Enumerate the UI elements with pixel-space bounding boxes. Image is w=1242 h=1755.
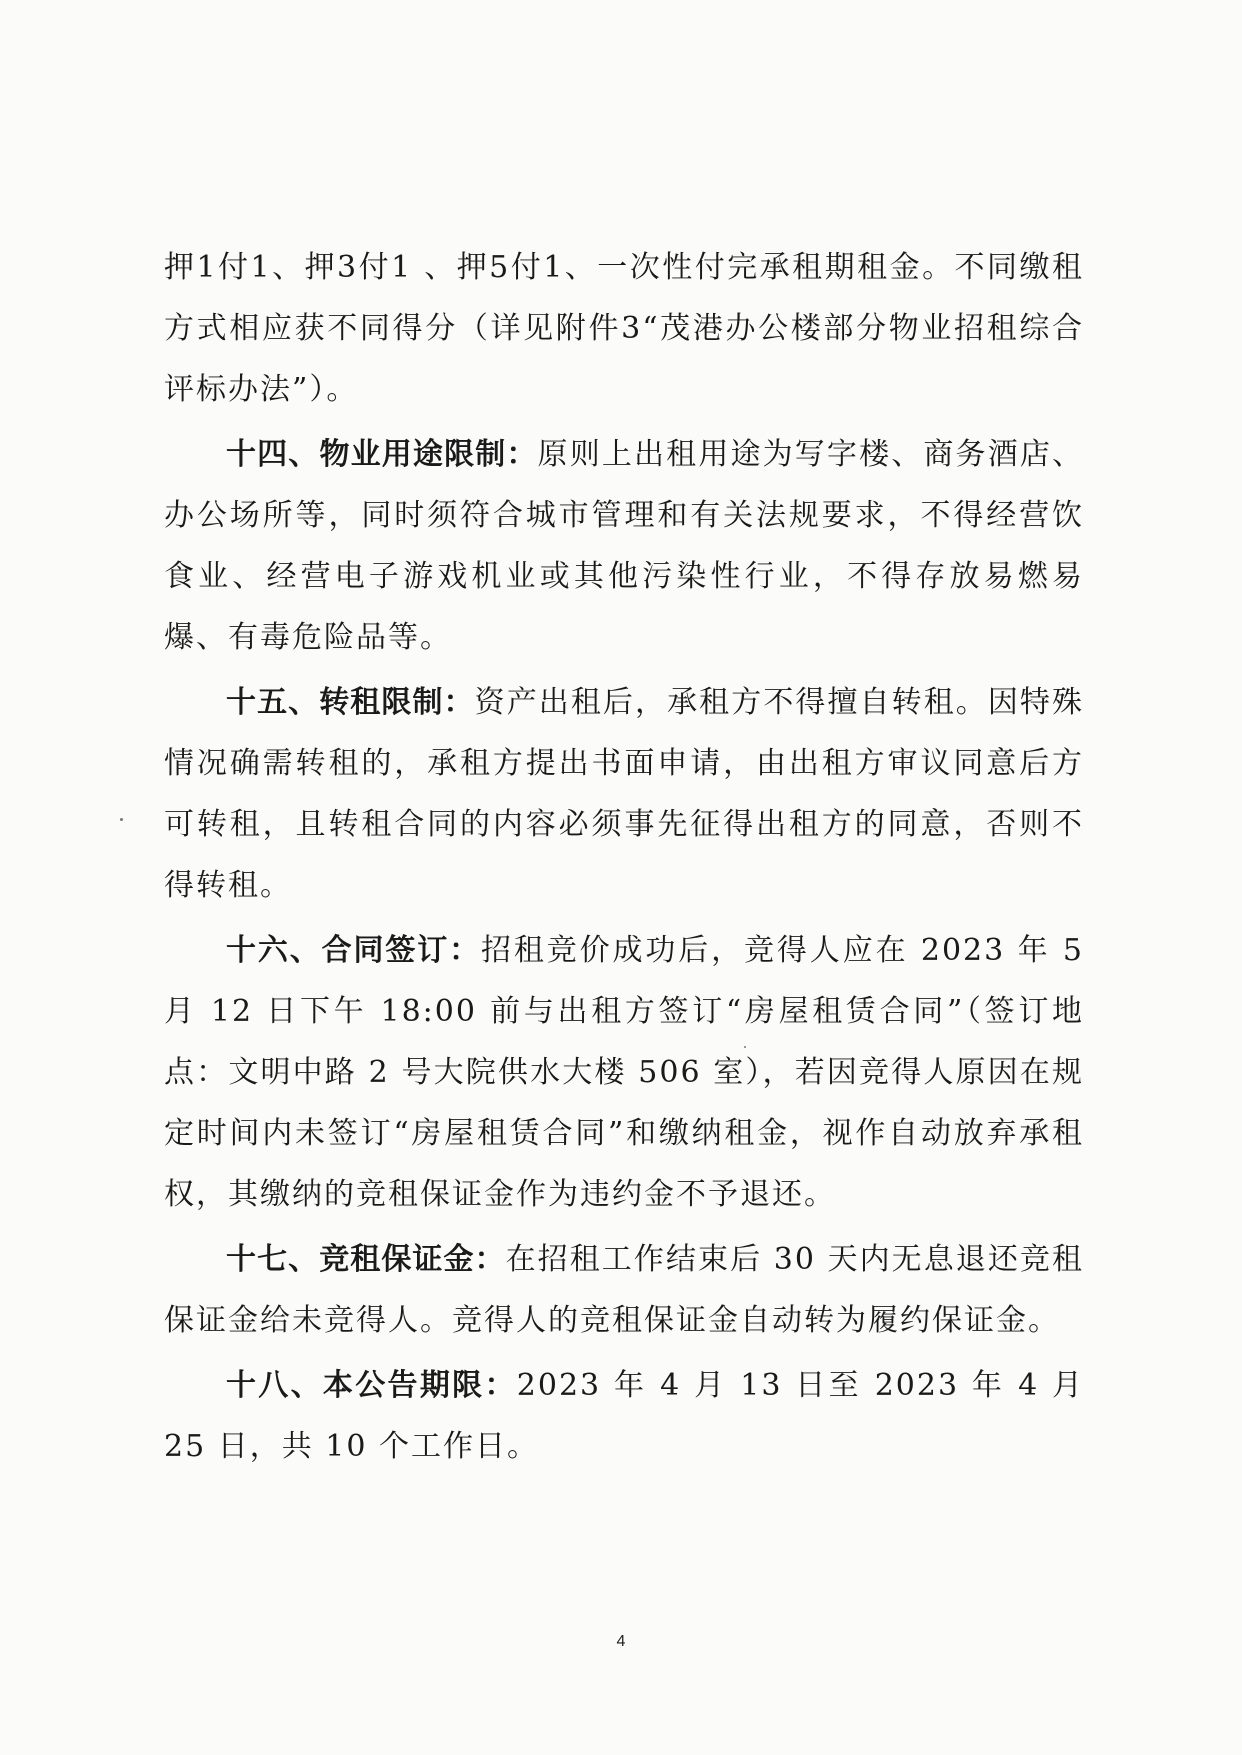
section-heading: 十四、物业用途限制： xyxy=(226,437,538,472)
paragraph-text: 2023 年 4 月 13 日至 2023 年 4 月 25 日，共 10 个工作日。 xyxy=(164,1368,1085,1464)
paragraph-bid-deposit xyxy=(164,1229,1084,1351)
paragraph-text: 资产出租后，承租方不得擅自转租。因特殊情况确需转租的，承租方提出书面申请，由出租方审议同意后方可转租，且转租合同的内容必须事先征得出租方的同意，否则不得转租。 xyxy=(164,685,1085,903)
section-heading: 十七、竞租保证金： xyxy=(226,1242,506,1277)
paragraph-text: 在招租工作结束后 30 天内无息退还竞租保证金给未竞得人。竞得人的竞租保证金自动转为履约保证金。 xyxy=(164,1242,1084,1338)
section-heading: 十五、转租限制： xyxy=(226,685,475,720)
paragraph-payment-methods xyxy=(164,237,1084,420)
paragraph-text: 押1付1、押3付1 、押5付1、一次性付完承租期租金。不同缴租方式相应获不同得分（详见附件3“茂港办公楼部分物业招租综合评标办法”）。 xyxy=(164,250,1084,407)
section-heading: 十六、合同签订： xyxy=(226,933,482,968)
page-number: 4 xyxy=(616,1633,626,1650)
paragraph-text: 招租竞价成功后，竞得人应在 2023 年 5 月 12 日下午 18:00 前与出租方签订“房屋租赁合同”（签订地点：文明中路 2 号大院供水大楼 506 室），若因竞得人原因在规定时间内未签订“房屋租赁合同”和缴纳租金，视作自动放弃承租权，其缴纳的竞租保证金作为违约金不予退还。 xyxy=(164,933,1085,1212)
scan-speck xyxy=(120,818,123,821)
document-body xyxy=(164,237,1084,1481)
paragraph-usage-restriction xyxy=(164,424,1084,668)
paragraph-text: 原则上出租用途为写字楼、商务酒店、办公场所等，同时须符合城市管理和有关法规要求，不得经营饮食业、经营电子游戏机业或其他污染性行业，不得存放易燃易爆、有毒危险品等。 xyxy=(164,437,1085,655)
paragraph-contract-signing xyxy=(164,920,1084,1225)
section-heading: 十八、本公告期限： xyxy=(226,1368,517,1403)
scan-speck xyxy=(744,1046,746,1048)
paragraph-notice-period xyxy=(164,1355,1084,1477)
paragraph-sublease-restriction xyxy=(164,672,1084,916)
